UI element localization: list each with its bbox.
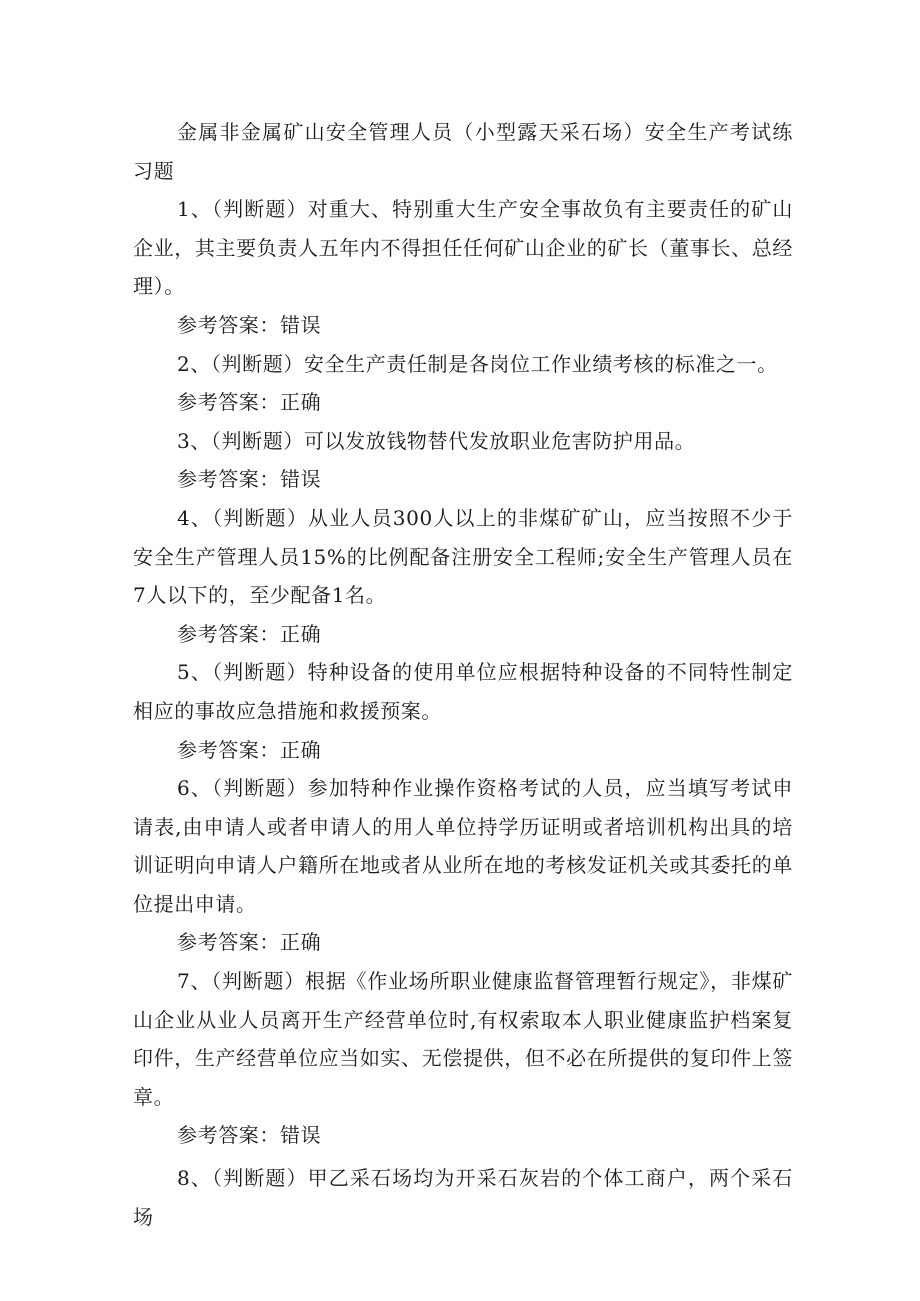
question-5: 5、（判断题）特种设备的使用单位应根据特种设备的不同特性制定相应的事故应急措施和救援预案。 xyxy=(133,660,793,723)
question-3: 3、（判断题）可以发放钱物替代发放职业危害防护用品。 xyxy=(177,428,696,453)
answer-1: 参考答案：错误 xyxy=(177,312,322,337)
question-1: 1、（判断题）对重大、特别重大生产安全事故负有主要责任的矿山企业，其主要负责人五年内不得担任任何矿山企业的矿长（董事长、总经理）。 xyxy=(133,197,793,299)
answer-7: 参考答案：错误 xyxy=(177,1123,322,1148)
answer-2: 参考答案：正确 xyxy=(177,390,322,415)
question-4: 4、（判断题）从业人员300人以上的非煤矿矿山，应当按照不少于安全生产管理人员15%的比例配备注册安全工程师;安全生产管理人员在7人以下的，至少配备1名。 xyxy=(133,505,793,608)
answer-4: 参考答案：正确 xyxy=(177,621,322,646)
question-8: 8、（判断题）甲乙采石场均为开采石灰岩的个体工商户，两个采石场 xyxy=(133,1166,793,1229)
question-7: 7、（判断题）根据《作业场所职业健康监督管理暂行规定》，非煤矿山企业从业人员离开生产经营单位时,有权索取本人职业健康监护档案复印件，生产经营单位应当如实、无偿提供，但不必在所提供的复印件上签章。 xyxy=(133,969,793,1109)
answer-5: 参考答案：正确 xyxy=(177,737,322,762)
document-title: 金属非金属矿山安全管理人员（小型露天采石场）安全生产考试练习题 xyxy=(133,120,793,183)
question-2: 2、（判断题）安全生产责任制是各岗位工作业绩考核的标准之一。 xyxy=(177,351,778,376)
document-body xyxy=(133,113,793,1236)
question-6: 6、（判断题）参加特种作业操作资格考试的人员，应当填写考试申请表,由申请人或者申请人的用人单位持学历证明或者培训机构出具的培训证明向申请人户籍所在地或者从业所在地的考核发证机关或其委托的单位提出申请。 xyxy=(133,776,793,916)
answer-3: 参考答案：错误 xyxy=(177,467,322,492)
answer-6: 参考答案：正确 xyxy=(177,930,322,955)
